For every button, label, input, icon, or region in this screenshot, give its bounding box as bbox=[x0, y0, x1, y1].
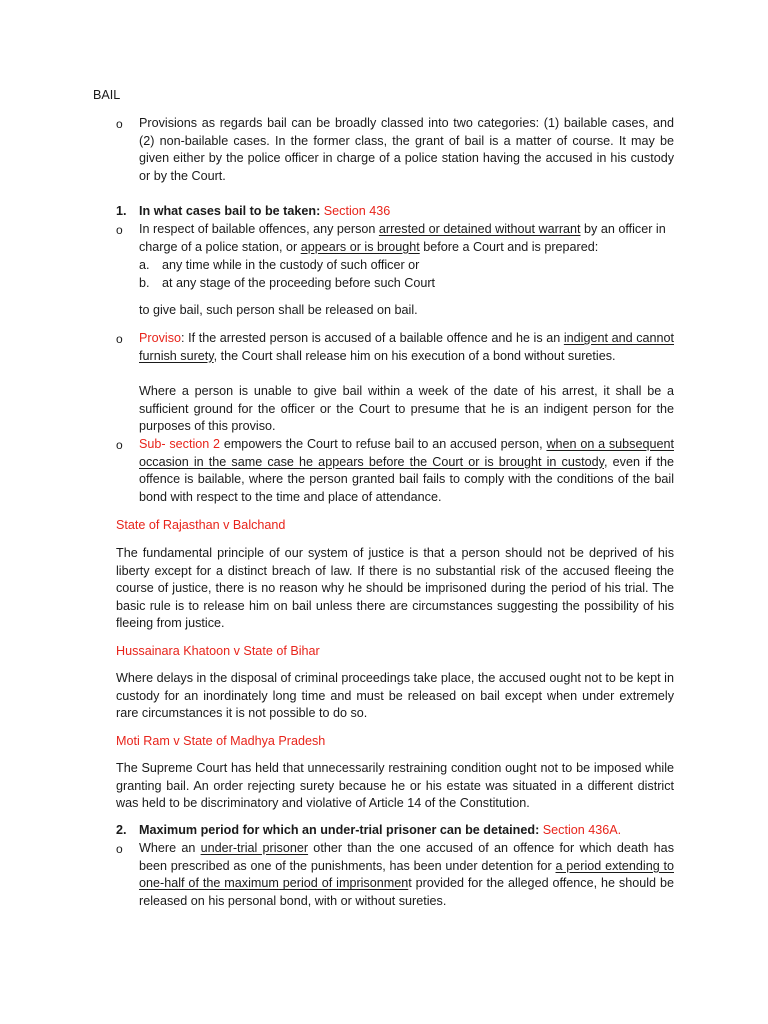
proviso-paragraph bbox=[139, 330, 674, 365]
bailable-paragraph bbox=[139, 221, 674, 256]
section-2-heading bbox=[139, 822, 621, 840]
release-sentence: to give bail, such person shall be released on bail. bbox=[139, 303, 418, 317]
text-run: empowers the Court to refuse bail to an accused person, bbox=[220, 437, 547, 451]
section-2-ref: Section 436A. bbox=[542, 823, 622, 837]
text-run: other than the one accused of an offence for which death has been prescribed as one of the punishments, has been under detention for bbox=[139, 841, 674, 873]
underlined-phrase: appears or is brought bbox=[300, 239, 420, 254]
section-1-number: 1. bbox=[116, 204, 127, 218]
underlined-phrase: indigent and cannot furnish surety bbox=[139, 331, 675, 363]
indigent-paragraph: Where a person is unable to give bail within a week of the date of his arrest, it shall be a sufficient ground for the officer or the Court to presume that he is an indigent person for the purposes of this proviso. bbox=[139, 384, 674, 434]
bullet-marker: o bbox=[116, 117, 123, 131]
case-text-hussainara: Where delays in the disposal of criminal proceedings take place, the accused ought not to be kept in custody for an inordinately long time and must be released on bail except when under extremely rare circumstances it is not possible to do so. bbox=[116, 671, 674, 721]
list-label-b: b. bbox=[139, 276, 150, 290]
case-title-balchand: State of Rajasthan v Balchand bbox=[116, 518, 286, 532]
case-title-hussainara: Hussainara Khatoon v State of Bihar bbox=[116, 644, 320, 658]
list-item-b: at any stage of the proceeding before such Court bbox=[162, 276, 436, 290]
bullet-marker: o bbox=[116, 438, 123, 452]
underlined-phrase: under-trial prisoner bbox=[200, 841, 309, 855]
page-heading: BAIL bbox=[93, 88, 121, 102]
text-run: : If the arrested person is accused of a bailable offence and he is an bbox=[181, 331, 564, 345]
section-2-title: Maximum period for which an under-trial prisoner can be detained: bbox=[139, 823, 543, 837]
section-2-number: 2. bbox=[116, 823, 127, 837]
undertrial-paragraph bbox=[139, 840, 674, 910]
section-1-heading bbox=[139, 203, 390, 221]
underlined-phrase: a period extending to one-half of the maximum period of imprisonmen bbox=[139, 858, 674, 891]
subsection-2-paragraph bbox=[139, 436, 674, 506]
case-text-balchand: The fundamental principle of our system of justice is that a person should not be deprived of his liberty except for a distinct breach of law. If there is no substantial risk of the accused fleeing the course of justice, there is no reason why he should be imprisoned during the period of his trial. The basic rule is to release him on bail unless there are circumstances suggesting the possibility of his fleeing from justice. bbox=[116, 546, 674, 631]
proviso-label: Proviso bbox=[139, 331, 181, 345]
list-label-a: a. bbox=[139, 258, 150, 272]
bullet-marker: o bbox=[116, 332, 123, 346]
underlined-phrase: when on a subsequent occasion in the same case he appears before the Court or is brought in custody bbox=[139, 437, 674, 469]
text-run: Where an bbox=[139, 841, 201, 855]
text-run: t provided for the alleged offence, he should be released on his personal bond, with or without sureties. bbox=[139, 876, 674, 908]
text-run: before a Court and is prepared: bbox=[419, 239, 599, 254]
case-title-moti-ram: Moti Ram v State of Madhya Pradesh bbox=[116, 734, 326, 748]
case-text-moti-ram: The Supreme Court has held that unnecessarily restraining condition ought not to be imposed while granting bail. An order rejecting surety because he or his estate was situated in a different district was held to be discriminatory and violative of Article 14 of the Constitution. bbox=[116, 761, 674, 811]
intro-paragraph: Provisions as regards bail can be broadly classed into two categories: (1) bailable cases, and (2) non-bailable cases. In the former class, the grant of bail is a matter of course. It may be given either by the police officer in charge of a police station having the accused in his custody or by the Court. bbox=[139, 116, 674, 183]
list-item-a: any time while in the custody of such officer or bbox=[162, 258, 420, 272]
underlined-phrase: arrested or detained without warrant bbox=[378, 222, 581, 236]
section-1-title: In what cases bail to be taken: bbox=[139, 204, 324, 218]
text-run: by an officer in charge of a police station, or bbox=[139, 222, 666, 254]
text-run: , the Court shall release him on his execution of a bond without sureties. bbox=[213, 348, 616, 363]
text-run: , even if the offence is bailable, where the person granted bail fails to comply with the conditions of the bail bond with respect to the time and place of attendance. bbox=[139, 454, 675, 504]
subsection-label: Sub- section 2 bbox=[139, 437, 221, 451]
bullet-marker: o bbox=[116, 223, 123, 237]
text-run: In respect of bailable offences, any person bbox=[139, 222, 379, 236]
bullet-marker: o bbox=[116, 842, 123, 856]
section-1-ref: Section 436 bbox=[323, 204, 391, 218]
